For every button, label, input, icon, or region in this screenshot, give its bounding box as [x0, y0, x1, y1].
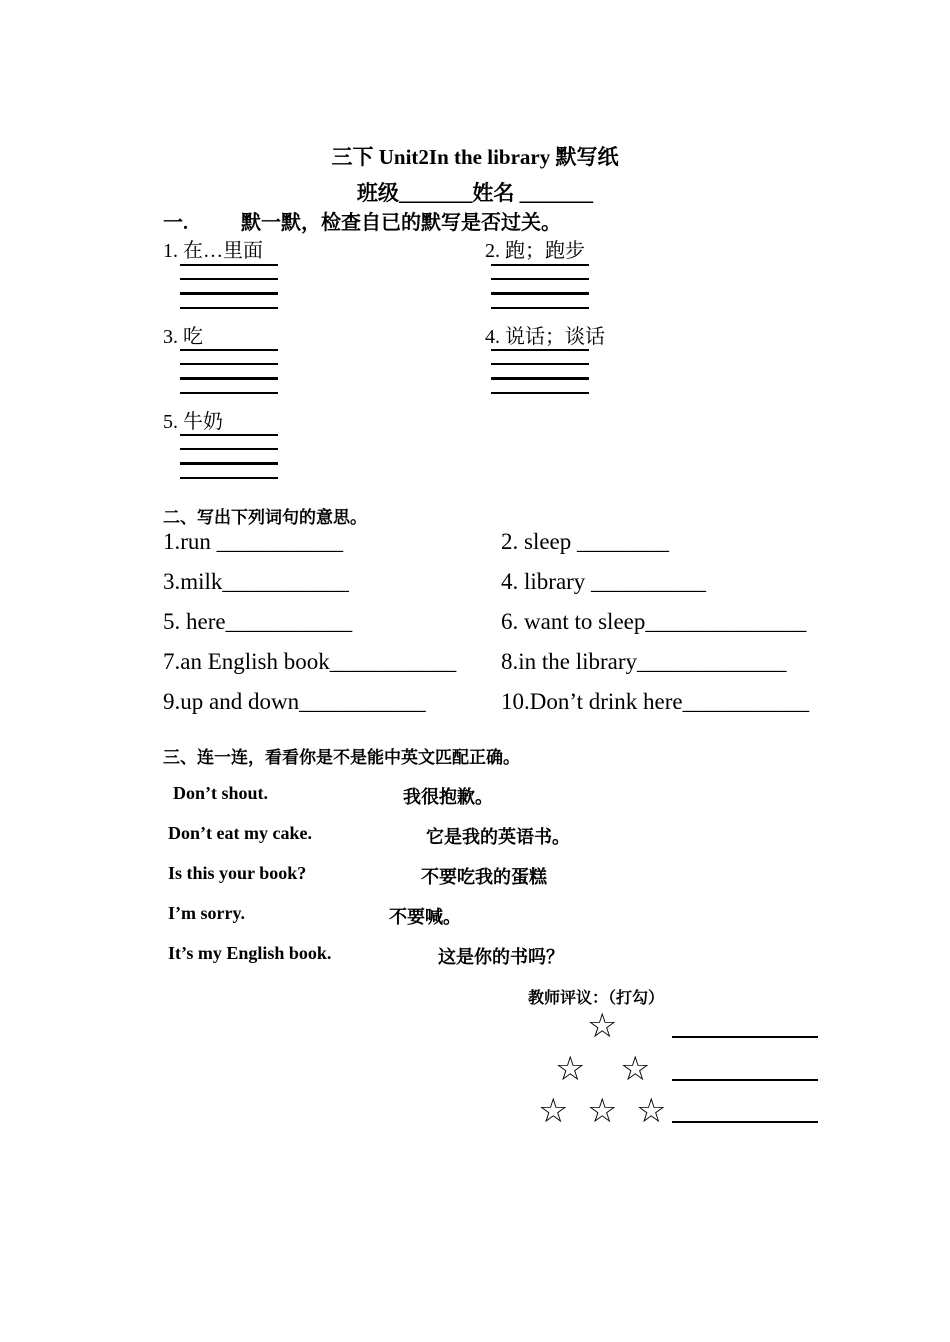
writing-lines-2[interactable] [491, 264, 589, 321]
dictation-item-2: 2. 跑；跑步 [485, 240, 585, 262]
writing-lines-1[interactable] [180, 264, 278, 321]
star-icon[interactable]: ☆ [555, 1049, 586, 1089]
dictation-item-4: 4. 说话；谈话 [485, 326, 605, 348]
translation-item-5: 5. here___________ [163, 609, 353, 634]
match-english-5[interactable]: It’s my English book. [168, 943, 332, 963]
translation-item-3: 3.milk___________ [163, 569, 349, 594]
translation-item-6: 6. want to sleep______________ [501, 609, 807, 634]
section2-heading: 二、写出下列词句的意思。 [163, 508, 367, 527]
teacher-review-label: 教师评议：（打勾） [528, 990, 665, 1007]
translation-item-7: 7.an English book___________ [163, 649, 457, 674]
section1-number: 一. [163, 212, 188, 234]
star-icon[interactable]: ☆ [636, 1091, 667, 1131]
match-chinese-5[interactable]: 这是你的书吗？ [438, 947, 564, 967]
translation-item-10: 10.Don’t drink here___________ [501, 689, 810, 714]
review-blank-3[interactable] [672, 1121, 818, 1123]
star-icon[interactable]: ☆ [538, 1091, 569, 1131]
review-blank-2[interactable] [672, 1079, 818, 1081]
page-title: 三下 Unit2In the library 默写纸 [331, 145, 619, 169]
match-english-2[interactable]: Don’t eat my cake. [168, 823, 312, 843]
class-name-line: 班级_______姓名 _______ [356, 181, 594, 205]
dictation-item-1: 1. 在…里面 [163, 240, 263, 262]
match-chinese-4[interactable]: 不要喊。 [389, 907, 461, 927]
star-icon[interactable]: ☆ [587, 1091, 618, 1131]
section1-title: 默一默，检查自已的默写是否过关。 [241, 212, 561, 234]
translation-item-2: 2. sleep ________ [501, 529, 670, 554]
translation-item-1: 1.run ___________ [163, 529, 344, 554]
dictation-item-3: 3. 吃 [163, 326, 203, 348]
match-chinese-1[interactable]: 我很抱歉。 [403, 787, 493, 807]
writing-lines-3[interactable] [180, 349, 278, 406]
match-english-3[interactable]: Is this your book? [168, 863, 307, 883]
review-blank-1[interactable] [672, 1036, 818, 1038]
writing-lines-4[interactable] [491, 349, 589, 406]
star-icon[interactable]: ☆ [620, 1049, 651, 1089]
match-english-4[interactable]: I’m sorry. [168, 903, 245, 923]
section3-heading: 三、连一连，看看你是不是能中英文匹配正确。 [163, 748, 520, 767]
star-icon[interactable]: ☆ [587, 1006, 618, 1046]
match-english-1[interactable]: Don’t shout. [173, 783, 269, 803]
dictation-item-5: 5. 牛奶 [163, 411, 223, 433]
translation-item-4: 4. library __________ [501, 569, 707, 594]
match-chinese-3[interactable]: 不要吃我的蛋糕 [421, 867, 547, 887]
translation-item-9: 9.up and down___________ [163, 689, 426, 714]
writing-lines-5[interactable] [180, 434, 278, 491]
translation-item-8: 8.in the library_____________ [501, 649, 787, 674]
match-chinese-2[interactable]: 它是我的英语书。 [426, 827, 570, 847]
section1-heading [163, 206, 561, 235]
